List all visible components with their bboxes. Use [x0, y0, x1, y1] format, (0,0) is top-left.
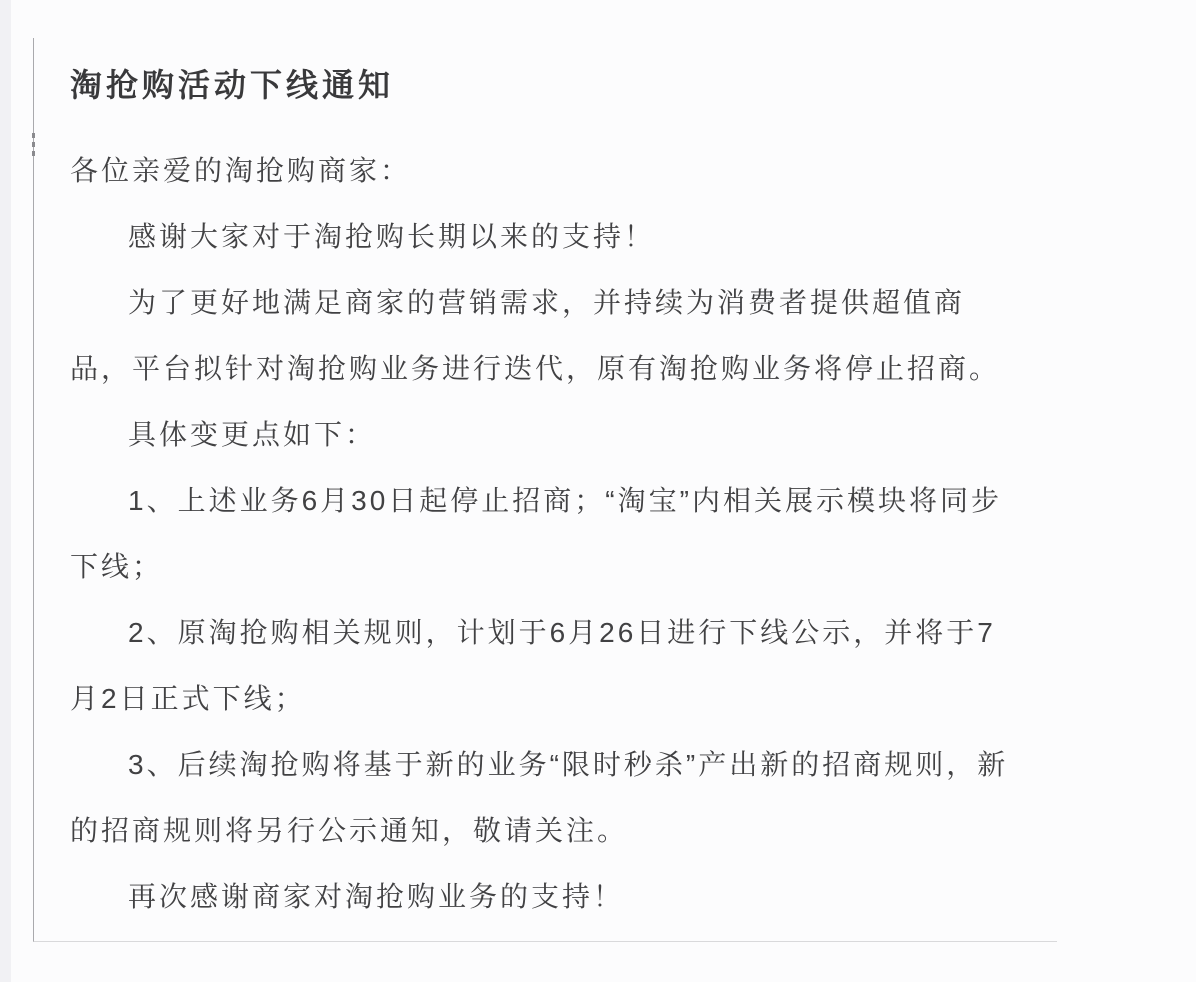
left-edge-strip — [0, 0, 11, 982]
border-tick-marks — [32, 133, 35, 157]
paragraph-line: 3、后续淘抢购将基于新的业务“限时秒杀”产出新的招商规则，新 — [128, 749, 1009, 780]
paragraph-line: 再次感谢商家对淘抢购业务的支持！ — [128, 881, 625, 912]
paragraph-line: 1、上述业务6月30日起停止招商；“淘宝”内相关展示模块将同步 — [128, 485, 1002, 516]
paragraph-line: 品，平台拟针对淘抢购业务进行迭代，原有淘抢购业务将停止招商。 — [70, 353, 1001, 384]
paragraph-line: 下线； — [70, 551, 164, 582]
greeting-line: 各位亲爱的淘抢购商家： — [70, 155, 412, 186]
paragraph-line: 具体变更点如下： — [128, 419, 377, 450]
paragraph-line: 感谢大家对于淘抢购长期以来的支持！ — [128, 221, 656, 252]
paragraph-line: 月2日正式下线； — [70, 683, 306, 714]
content-frame — [33, 38, 1057, 942]
paragraph-line: 为了更好地满足商家的营销需求，并持续为消费者提供超值商 — [128, 287, 966, 318]
paragraph-line: 2、原淘抢购相关规则，计划于6月26日进行下线公示，并将于7 — [128, 617, 996, 648]
paragraph-line: 的招商规则将另行公示通知，敬请关注。 — [70, 815, 629, 846]
notice-title: 淘抢购活动下线通知 — [70, 67, 395, 103]
